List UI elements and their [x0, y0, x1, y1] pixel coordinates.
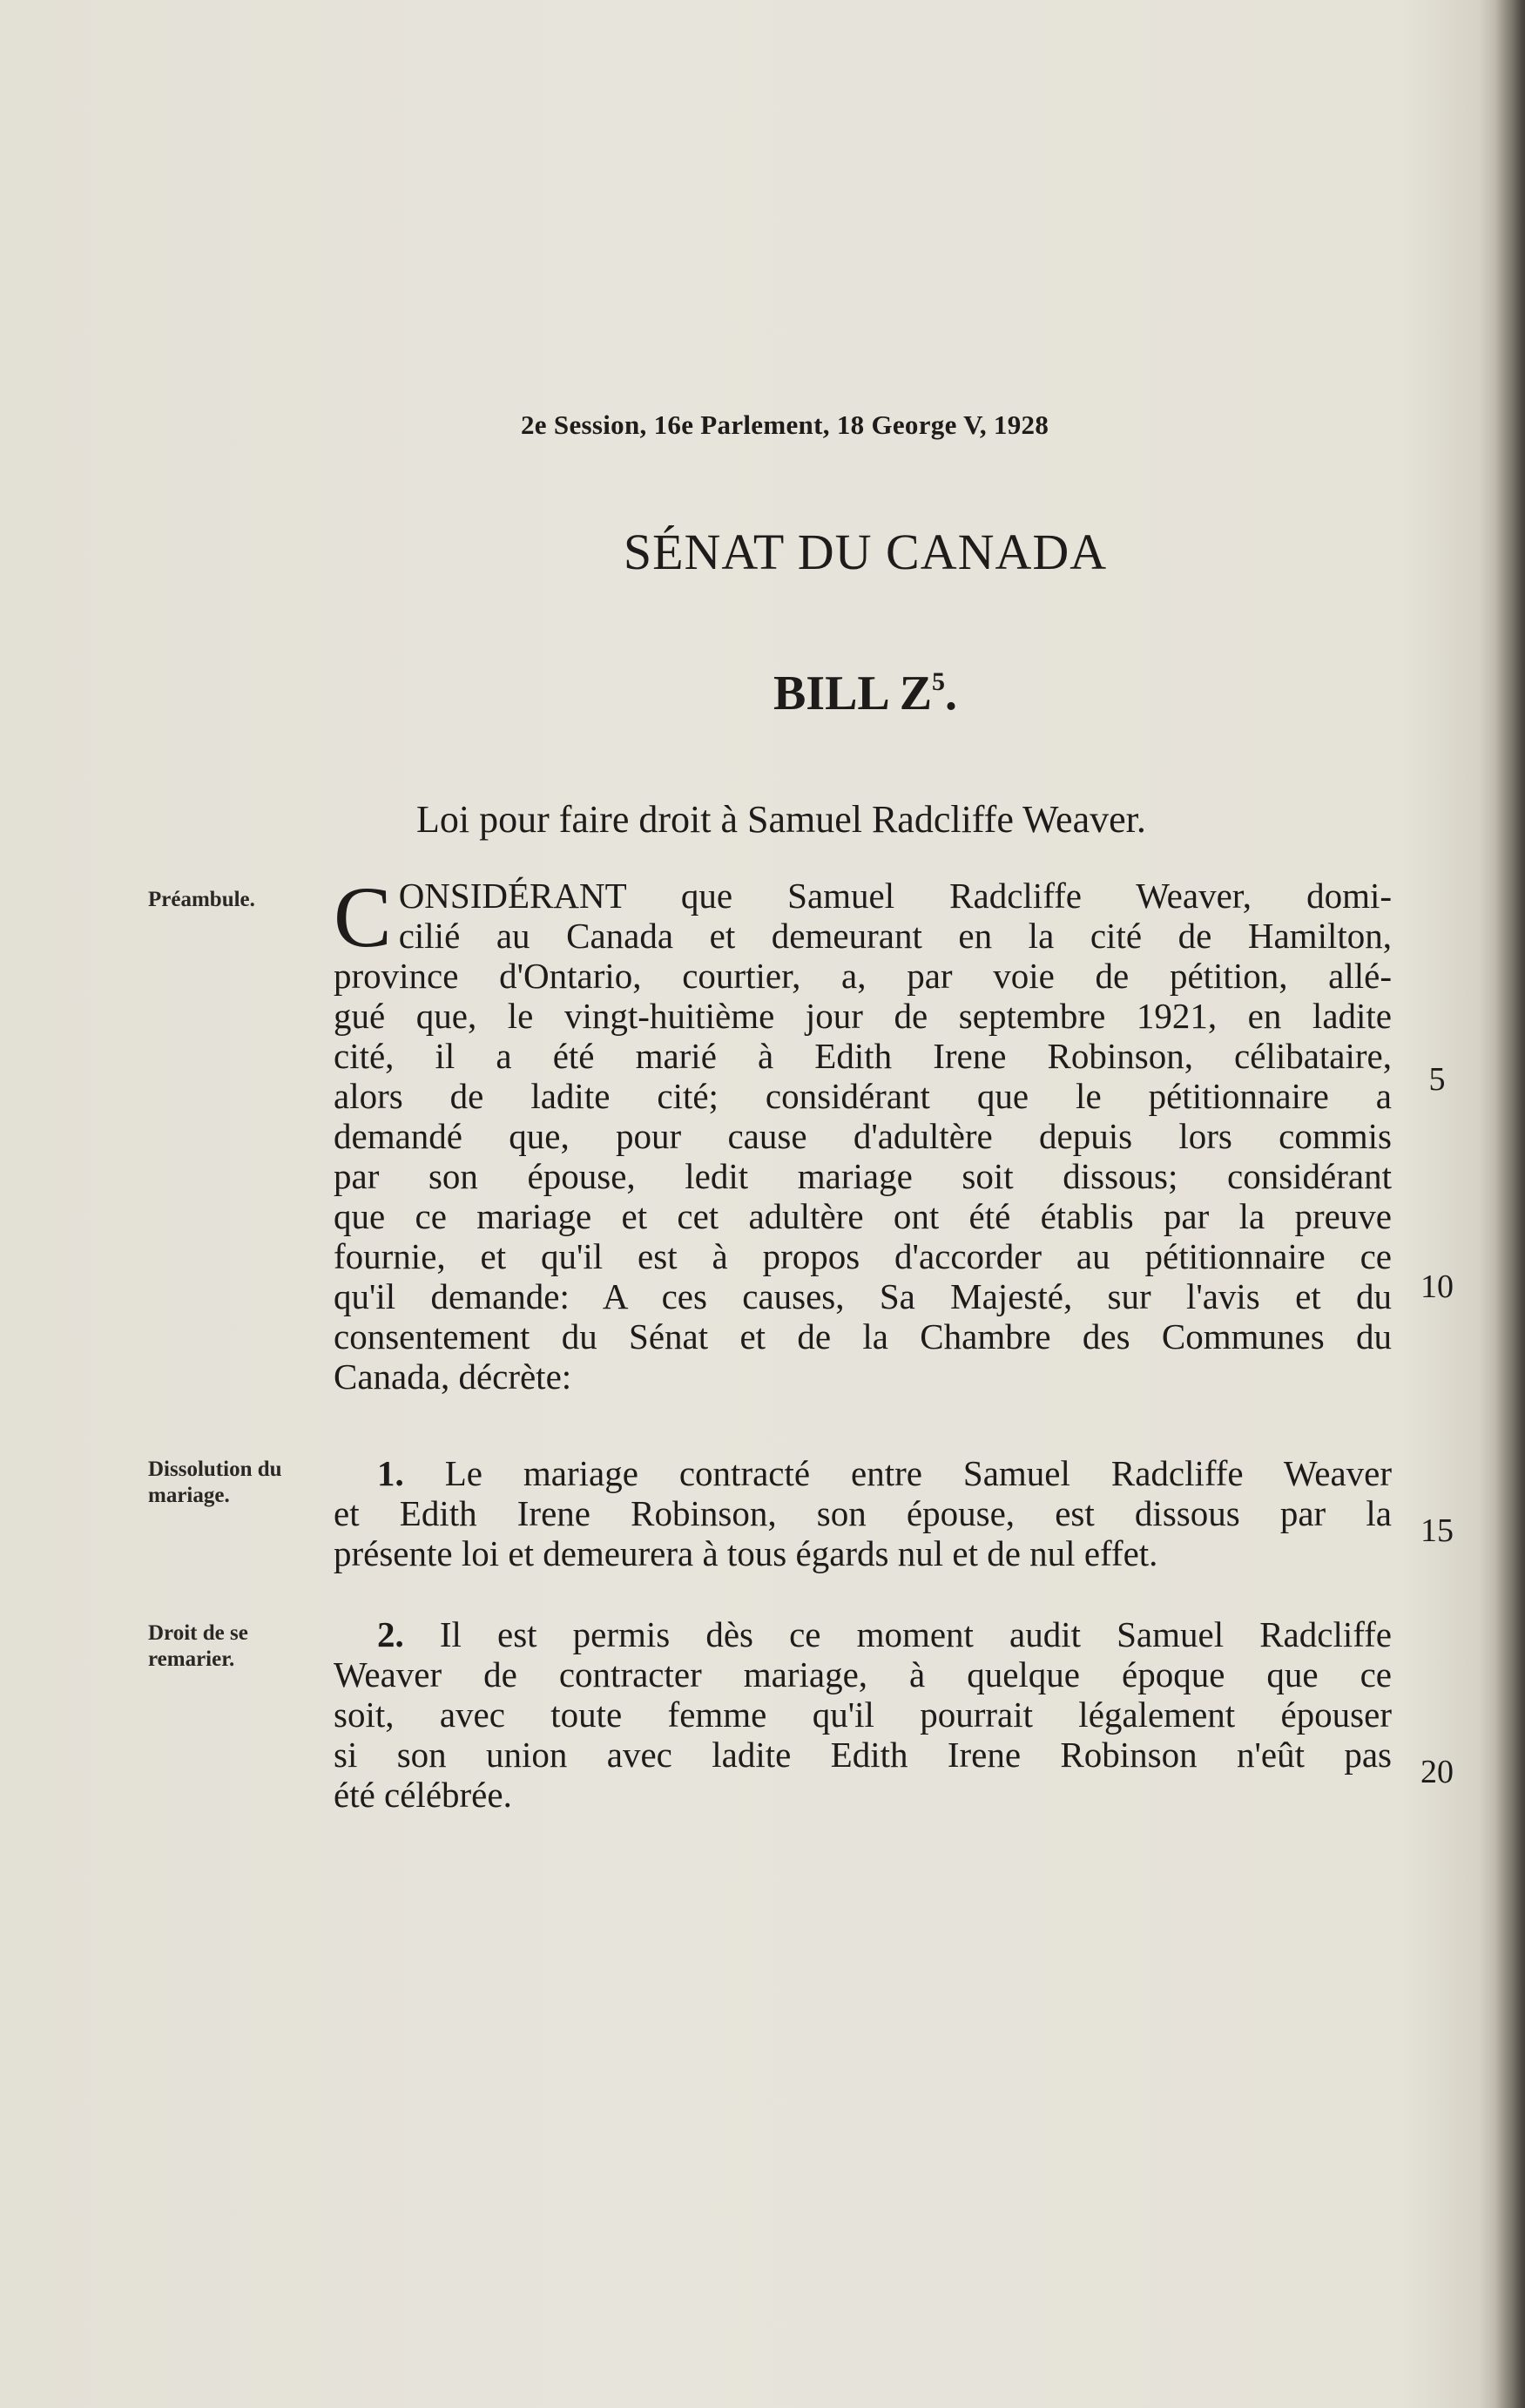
section-2-number: 2.: [377, 1614, 404, 1654]
bill-suffix: .: [945, 666, 958, 720]
short-title: Loi pour faire droit à Samuel Radcliffe Weaver.: [416, 798, 1146, 841]
show-through-text: [557, 218, 563, 244]
margin-note-dissolution: Dissolution du mariage.: [148, 1458, 282, 1507]
section-1-line: 1. Le mariage contracté entre Samuel Radcliffe Weaver: [377, 1453, 1392, 1493]
chamber-title: SÉNAT DU CANADA: [623, 524, 1108, 580]
margin-note-remarry: Droit de se remarier.: [148, 1621, 248, 1671]
preamble-line: par son épouse, ledit mariage soit dissous; considérant: [334, 1156, 1392, 1196]
section-2-line: soit, avec toute femme qu'il pourrait légalement épouser: [334, 1694, 1392, 1735]
preamble-line: cité, il a été marié à Edith Irene Robinson, célibataire,: [334, 1036, 1392, 1076]
preamble-line: que ce mariage et cet adultère ont été établis par la preuve: [334, 1196, 1392, 1236]
bill-prefix: BILL Z: [773, 666, 933, 720]
line-number: 5: [1428, 1061, 1446, 1098]
section-2-line: Weaver de contracter mariage, à quelque époque que ce: [334, 1654, 1392, 1694]
line-number: 15: [1420, 1512, 1454, 1549]
preamble-line: consentement du Sénat et de la Chambre des Communes du: [334, 1316, 1392, 1356]
section-2: [334, 1614, 1392, 1815]
margin-note-preamble: Préambule.: [148, 888, 255, 911]
page-edge-shadow: [1495, 0, 1525, 2408]
section-2-line: été célébrée.: [334, 1775, 512, 1815]
section-1: [334, 1453, 1392, 1573]
preamble-line: alors de ladite cité; considérant que le pétitionnaire a: [334, 1076, 1392, 1116]
preamble-line: ONSIDÉRANT que Samuel Radcliffe Weaver, domi-: [398, 876, 1392, 916]
section-2-line: 2. Il est permis dès ce moment audit Samuel Radcliffe: [377, 1614, 1392, 1654]
preamble-line: province d'Ontario, courtier, a, par voie de pétition, allé-: [334, 956, 1392, 996]
preamble-line: qu'il demande: A ces causes, Sa Majesté, sur l'avis et du: [334, 1276, 1392, 1316]
preamble-line: gué que, le vingt-huitième jour de septembre 1921, en ladite: [334, 996, 1392, 1036]
section-2-line: si son union avec ladite Edith Irene Robinson n'eût pas: [334, 1735, 1392, 1775]
line-number: 10: [1420, 1268, 1454, 1305]
bill-title: [0, 666, 1525, 721]
preamble-dropcap: C: [334, 869, 392, 965]
section-1-number: 1.: [377, 1453, 404, 1493]
preamble-paragraph: [334, 869, 1392, 1397]
preamble-line: fournie, et qu'il est à propos d'accorder au pétitionnaire ce: [334, 1236, 1392, 1276]
section-1-line: présente loi et demeurera à tous égards nul et de nul effet.: [334, 1533, 1158, 1573]
bill-superscript: 5: [932, 667, 946, 696]
section-1-line: et Edith Irene Robinson, son épouse, est dissous par la: [334, 1493, 1392, 1533]
line-number: 20: [1420, 1754, 1454, 1790]
preamble-line: demandé que, pour cause d'adultère depuis lors commis: [334, 1116, 1392, 1156]
preamble-line: Canada, décrète:: [334, 1356, 572, 1397]
preamble-line: cilié au Canada et demeurant en la cité de Hamilton,: [398, 916, 1392, 956]
session-line: 2e Session, 16e Parlement, 18 George V, 1928: [521, 409, 1049, 440]
